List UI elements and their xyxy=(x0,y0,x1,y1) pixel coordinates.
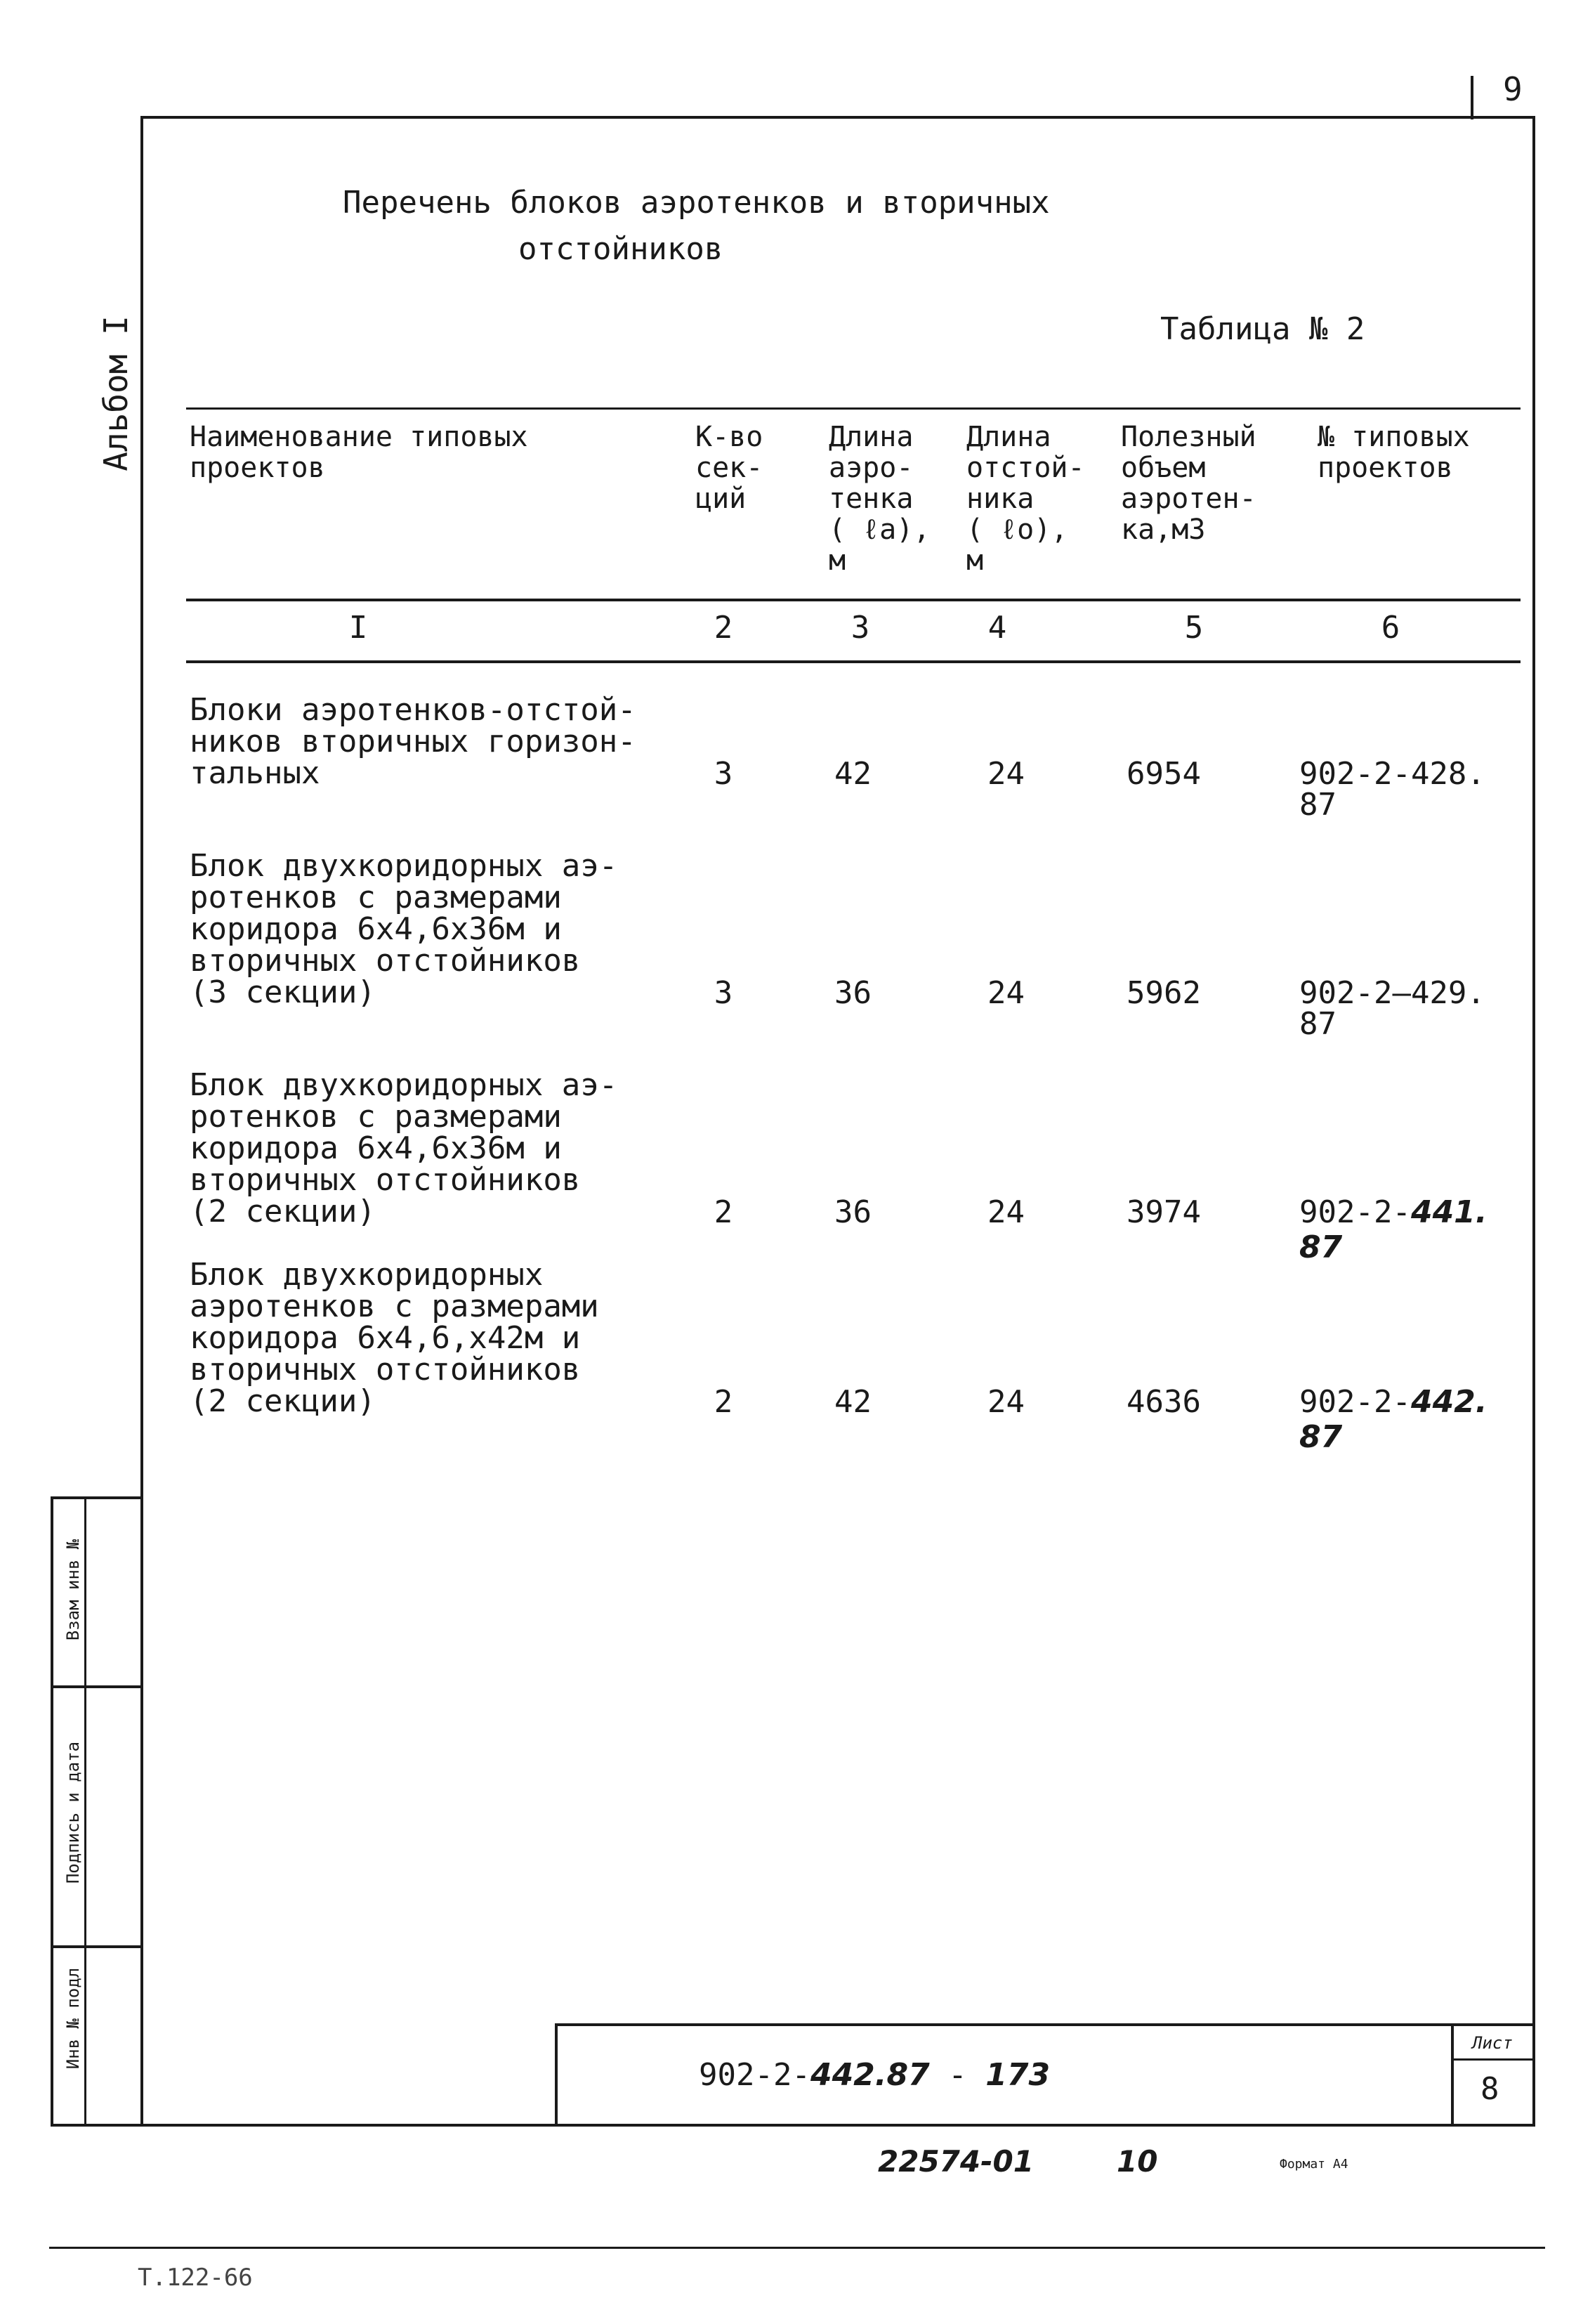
footer-handwritten-number: 22574-01 xyxy=(878,2144,1034,2179)
table-row-3-project xyxy=(1299,1196,1488,1229)
bottom-stamp-sheet-number: 8 xyxy=(1480,2071,1499,2107)
page-number: 9 xyxy=(1503,70,1523,108)
bottom-stamp-code-dash: - xyxy=(929,2057,986,2093)
header-name: Наименование типовых проектов xyxy=(190,421,528,484)
table-rule-top xyxy=(186,407,1521,410)
frame-top xyxy=(140,116,1535,119)
table-row-2-project-prefix: 902-2—429. xyxy=(1299,975,1485,1011)
table-row-4-name: Блок двухкоридорных аэротенков с размерами коридора 6х4,6,х42м и вторичных отстойников (2 секции) xyxy=(190,1257,599,1419)
table-row-1-project xyxy=(1299,757,1485,791)
header-settler-length: Длина отстой- ника ( ℓо), м xyxy=(966,421,1085,577)
table-row-1-project-prefix: 902-2-428. xyxy=(1299,756,1485,792)
table-row-2-volume: 5962 xyxy=(1127,975,1201,1011)
column-number-2: 2 xyxy=(714,610,733,646)
table-row-4-project xyxy=(1299,1385,1488,1419)
bottom-stamp-code-hand2: 173 xyxy=(985,2057,1051,2093)
table-row-1-sections: 3 xyxy=(714,756,733,792)
table-label: Таблица № 2 xyxy=(1160,311,1365,347)
column-number-3: 3 xyxy=(851,610,870,646)
column-number-6: 6 xyxy=(1381,610,1400,646)
bottom-stamp-code-hand: 442.87 xyxy=(810,2057,930,2093)
table-row-3-project-hand: 441. xyxy=(1410,1194,1488,1230)
table-row-3-settler-length: 24 xyxy=(987,1194,1025,1230)
side-stamp-original-inv: Инв № подл xyxy=(63,1967,83,2070)
table-row-4-project-suffix: 87 xyxy=(1299,1419,1343,1455)
table-rule-header xyxy=(186,599,1521,601)
table-row-2-settler-length: 24 xyxy=(987,975,1025,1011)
table-row-3-aero-length: 36 xyxy=(834,1194,872,1230)
footer-cut-line xyxy=(49,2247,1545,2249)
footer-handwritten-extra: 10 xyxy=(1117,2144,1158,2179)
table-row-1-aero-length: 42 xyxy=(834,756,872,792)
header-project-number: № типовых проектов xyxy=(1318,421,1470,484)
table-row-3-volume: 3974 xyxy=(1127,1194,1201,1230)
table-row-2-project-suffix: 87 xyxy=(1299,1006,1337,1042)
table-row-3-project-suffix: 87 xyxy=(1299,1229,1343,1265)
album-label: Альбом I xyxy=(97,315,135,471)
column-number-1: I xyxy=(348,610,368,646)
footer-format-label: Формат А4 xyxy=(1280,2157,1348,2172)
table-row-4-settler-length: 24 xyxy=(987,1384,1025,1420)
frame-right xyxy=(1532,116,1535,2125)
table-row-2-aero-length: 36 xyxy=(834,975,872,1011)
bottom-stamp-document-code xyxy=(699,2058,1050,2092)
column-number-5: 5 xyxy=(1184,610,1204,646)
bottom-stamp-code-prefix: 902-2- xyxy=(699,2057,810,2093)
page-number-divider xyxy=(1471,76,1473,119)
bottom-stamp-sheet-divider-v xyxy=(1451,2023,1454,2127)
footer-print-code: Т.122-66 xyxy=(138,2264,253,2292)
side-stamp-replace-inv: Взам инв № xyxy=(63,1539,83,1641)
table-rule-numbers xyxy=(186,660,1521,663)
table-row-3-name: Блок двухкоридорных аэ- ротенков с размерами коридора 6х4,6х36м и вторичных отстойников (2 секции) xyxy=(190,1067,618,1229)
side-stamp-signature-date: Подпись и дата xyxy=(63,1741,83,1884)
page-title-line1: Перечень блоков аэротенков и вторичных xyxy=(343,185,1050,221)
table-row-3-project-prefix: 902-2- xyxy=(1299,1194,1411,1230)
table-row-2-project xyxy=(1299,977,1485,1010)
table-row-4-aero-length: 42 xyxy=(834,1384,872,1420)
header-volume: Полезный объем аэротен- ка,м3 xyxy=(1121,421,1256,546)
table-row-2-name: Блок двухкоридорных аэ- ротенков с размерами коридора 6х4,6х36м и вторичных отстойников (3 секции) xyxy=(190,848,618,1010)
side-stamp-divider-h1 xyxy=(53,1685,143,1688)
page-title-line2: отстойников xyxy=(518,231,723,267)
table-row-2-sections: 3 xyxy=(714,975,733,1011)
table-row-4-project-prefix: 902-2- xyxy=(1299,1384,1411,1420)
column-number-4: 4 xyxy=(987,610,1007,646)
table-row-4-sections: 2 xyxy=(714,1384,733,1420)
table-row-4-project-hand: 442. xyxy=(1410,1384,1488,1420)
bottom-stamp-sheet-divider-h xyxy=(1451,2058,1535,2061)
table-row-1-settler-length: 24 xyxy=(987,756,1025,792)
table-row-3-sections: 2 xyxy=(714,1194,733,1230)
table-row-1-name: Блоки аэротенков-отстой- ников вторичных горизон- тальных xyxy=(190,692,636,791)
bottom-stamp-sheet-label: Лист xyxy=(1472,2033,1513,2053)
table-row-1-project-suffix: 87 xyxy=(1299,787,1337,823)
header-sections: К-во сек- ций xyxy=(695,421,763,515)
table-row-4-volume: 4636 xyxy=(1127,1384,1201,1420)
header-aero-length: Длина аэро- тенка ( ℓа), м xyxy=(829,421,931,577)
table-row-1-volume: 6954 xyxy=(1127,756,1201,792)
